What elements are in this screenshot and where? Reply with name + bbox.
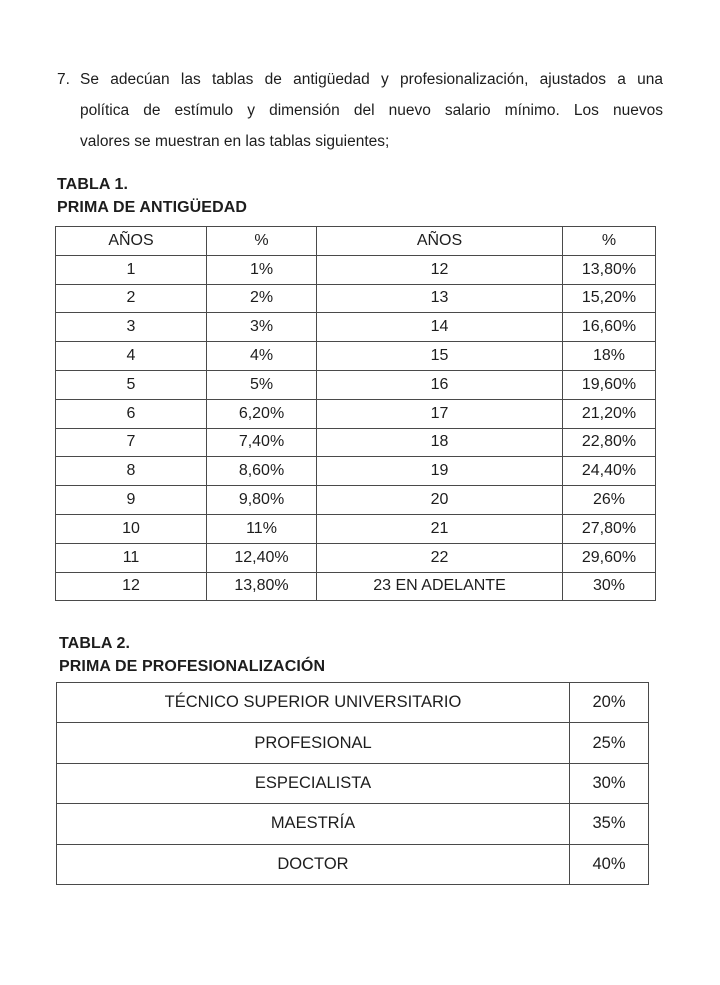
table-cell: 30% <box>570 763 649 803</box>
table-cell: 25% <box>570 723 649 763</box>
table-cell: ESPECIALISTA <box>57 763 570 803</box>
table-cell: 40% <box>570 844 649 884</box>
paragraph-line: valores se muestran en las tablas siguientes; <box>80 133 390 150</box>
table1-heading <box>57 174 247 219</box>
table-row <box>56 255 656 284</box>
table-cell: 9,80% <box>207 486 317 515</box>
table-cell: 29,60% <box>563 543 656 572</box>
table-cell: 22 <box>317 543 563 572</box>
table-row <box>56 399 656 428</box>
table-row <box>57 683 649 723</box>
table-cell: 10 <box>56 514 207 543</box>
table-cell: 8,60% <box>207 457 317 486</box>
table-row <box>56 486 656 515</box>
table-row <box>56 370 656 399</box>
table-cell: 18% <box>563 342 656 371</box>
table-cell: 27,80% <box>563 514 656 543</box>
table-header-cell: % <box>563 227 656 256</box>
table-cell: 16,60% <box>563 313 656 342</box>
paragraph-number: 7. <box>57 71 70 88</box>
table-row <box>57 844 649 884</box>
table-row <box>57 763 649 803</box>
table-cell: 15,20% <box>563 284 656 313</box>
table-cell: 5% <box>207 370 317 399</box>
table-cell: 6,20% <box>207 399 317 428</box>
paragraph-line: política de estímulo y dimensión del nuevo salario mínimo. Los nuevos <box>80 102 663 119</box>
table-row <box>56 313 656 342</box>
table-cell: 19,60% <box>563 370 656 399</box>
table-cell: 22,80% <box>563 428 656 457</box>
table1-title: TABLA 1. <box>57 176 129 193</box>
table-cell: 15 <box>317 342 563 371</box>
table-cell: 9 <box>56 486 207 515</box>
table-cell: PROFESIONAL <box>57 723 570 763</box>
table-cell: 2 <box>56 284 207 313</box>
antiguedad-table <box>55 226 656 601</box>
paragraph-item-7 <box>57 64 663 157</box>
table-cell: 21,20% <box>563 399 656 428</box>
table-cell: 18 <box>317 428 563 457</box>
table-cell: 4% <box>207 342 317 371</box>
table-header-cell: % <box>207 227 317 256</box>
table1-subtitle: PRIMA DE ANTIGÜEDAD <box>57 198 248 216</box>
table-cell: 23 EN ADELANTE <box>317 572 563 601</box>
table-cell: 17 <box>317 399 563 428</box>
table-cell: 7,40% <box>207 428 317 457</box>
table-cell: 13,80% <box>207 572 317 601</box>
table-cell: 7 <box>56 428 207 457</box>
table-cell: 8 <box>56 457 207 486</box>
table-cell: 1% <box>207 255 317 284</box>
table-row <box>56 457 656 486</box>
profesionalizacion-table <box>56 682 649 885</box>
table-row <box>56 284 656 313</box>
table-row <box>56 428 656 457</box>
table-row <box>57 723 649 763</box>
table-cell: 26% <box>563 486 656 515</box>
table-cell: 14 <box>317 313 563 342</box>
table-cell: 19 <box>317 457 563 486</box>
table-cell: 3% <box>207 313 317 342</box>
table-header-cell: AÑOS <box>317 227 563 256</box>
table-cell: 11 <box>56 543 207 572</box>
table-cell: 30% <box>563 572 656 601</box>
table-cell: 20 <box>317 486 563 515</box>
table2-heading <box>59 633 325 678</box>
paragraph-line: Se adecúan las tablas de antigüedad y profesionalización, ajustados a una <box>80 71 663 88</box>
table-header-row <box>56 227 656 256</box>
table-cell: 12,40% <box>207 543 317 572</box>
paragraph-text <box>80 64 663 157</box>
table-header-cell: AÑOS <box>56 227 207 256</box>
table-cell: 11% <box>207 514 317 543</box>
table-cell: 2% <box>207 284 317 313</box>
table-cell: 12 <box>317 255 563 284</box>
table2-subtitle: PRIMA DE PROFESIONALIZACIÓN <box>59 657 326 675</box>
table-row <box>56 342 656 371</box>
table-cell: 1 <box>56 255 207 284</box>
table-row <box>56 543 656 572</box>
table-row <box>57 804 649 844</box>
table-cell: 21 <box>317 514 563 543</box>
table-cell: 5 <box>56 370 207 399</box>
table-cell: 12 <box>56 572 207 601</box>
table-cell: 20% <box>570 683 649 723</box>
table-cell: 13 <box>317 284 563 313</box>
table-cell: 13,80% <box>563 255 656 284</box>
table-cell: 24,40% <box>563 457 656 486</box>
table-cell: DOCTOR <box>57 844 570 884</box>
table-cell: 4 <box>56 342 207 371</box>
table-cell: 16 <box>317 370 563 399</box>
table-row <box>56 514 656 543</box>
table-cell: 35% <box>570 804 649 844</box>
table-row <box>56 572 656 601</box>
table2-title: TABLA 2. <box>59 635 131 652</box>
table-cell: 6 <box>56 399 207 428</box>
table-cell: 3 <box>56 313 207 342</box>
table-cell: TÉCNICO SUPERIOR UNIVERSITARIO <box>57 683 570 723</box>
table-cell: MAESTRÍA <box>57 804 570 844</box>
